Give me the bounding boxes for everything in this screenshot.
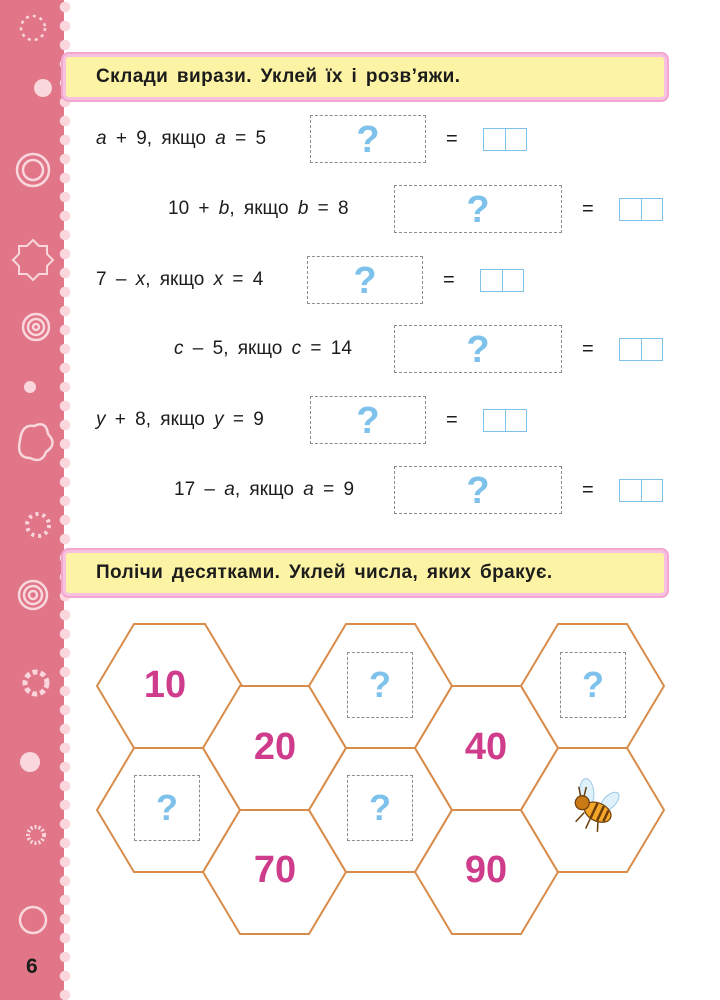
expression-part: 17 –: [174, 479, 225, 500]
variable: y: [214, 409, 224, 430]
variable: c: [291, 338, 302, 359]
equals-sign: =: [582, 338, 594, 360]
equals-sign: =: [446, 128, 458, 150]
hex-number-40: 40: [464, 726, 508, 768]
equals-sign: =: [446, 409, 458, 431]
variable: a: [303, 479, 314, 500]
hex-number-70: 70: [253, 849, 297, 891]
question-mark: ?: [466, 470, 490, 512]
question-mark: ?: [369, 787, 391, 828]
question-mark: ?: [582, 664, 604, 705]
question-mark: ?: [156, 787, 178, 828]
hex-number-10: 10: [143, 664, 187, 706]
expression-part: , якщо: [229, 198, 298, 219]
task2-title: Полічи десятками. Уклей числа, яких бракує.: [96, 562, 553, 583]
expression-part: = 9: [223, 409, 264, 430]
expression-part: + 8, якщо: [105, 409, 215, 430]
variable: x: [213, 269, 224, 290]
hex-sticker-slot[interactable]: [134, 775, 200, 841]
expression-part: – 5, якщо: [183, 338, 292, 359]
variable: b: [297, 198, 309, 219]
expression-part: = 14: [301, 338, 352, 359]
question-mark: ?: [369, 664, 391, 705]
equals-sign: =: [443, 269, 455, 291]
expression-part: = 5: [225, 128, 267, 149]
variable: y: [96, 409, 106, 430]
task1-title: Склади вирази. Уклей їх і розв’яжи.: [96, 66, 461, 87]
expression-part: , якщо: [234, 479, 304, 500]
question-mark: ?: [356, 119, 380, 161]
hex-sticker-slot[interactable]: [347, 652, 413, 718]
variable: x: [135, 269, 146, 290]
hex-number-20: 20: [253, 726, 297, 768]
expression-part: + 9, якщо: [106, 128, 216, 149]
expression-part: = 4: [223, 269, 264, 290]
page-number: 6: [26, 955, 38, 978]
question-mark: ?: [353, 260, 377, 302]
equals-sign: =: [582, 198, 594, 220]
expression-part: 10 +: [168, 198, 219, 219]
hex-number-90: 90: [464, 849, 508, 891]
question-mark: ?: [466, 329, 490, 371]
hex-sticker-slot[interactable]: [347, 775, 413, 841]
expression-part: , якщо: [145, 269, 214, 290]
question-mark: ?: [356, 400, 380, 442]
variable: a: [224, 479, 235, 500]
variable: b: [218, 198, 230, 219]
expression-part: = 8: [308, 198, 349, 219]
expression-part: 7 –: [96, 269, 136, 290]
hex-sticker-slot[interactable]: [560, 652, 626, 718]
variable: a: [215, 128, 226, 149]
expression-part: = 9: [313, 479, 355, 500]
variable: c: [174, 338, 184, 359]
question-mark: ?: [466, 189, 490, 231]
variable: a: [96, 128, 107, 149]
equals-sign: =: [582, 479, 594, 501]
